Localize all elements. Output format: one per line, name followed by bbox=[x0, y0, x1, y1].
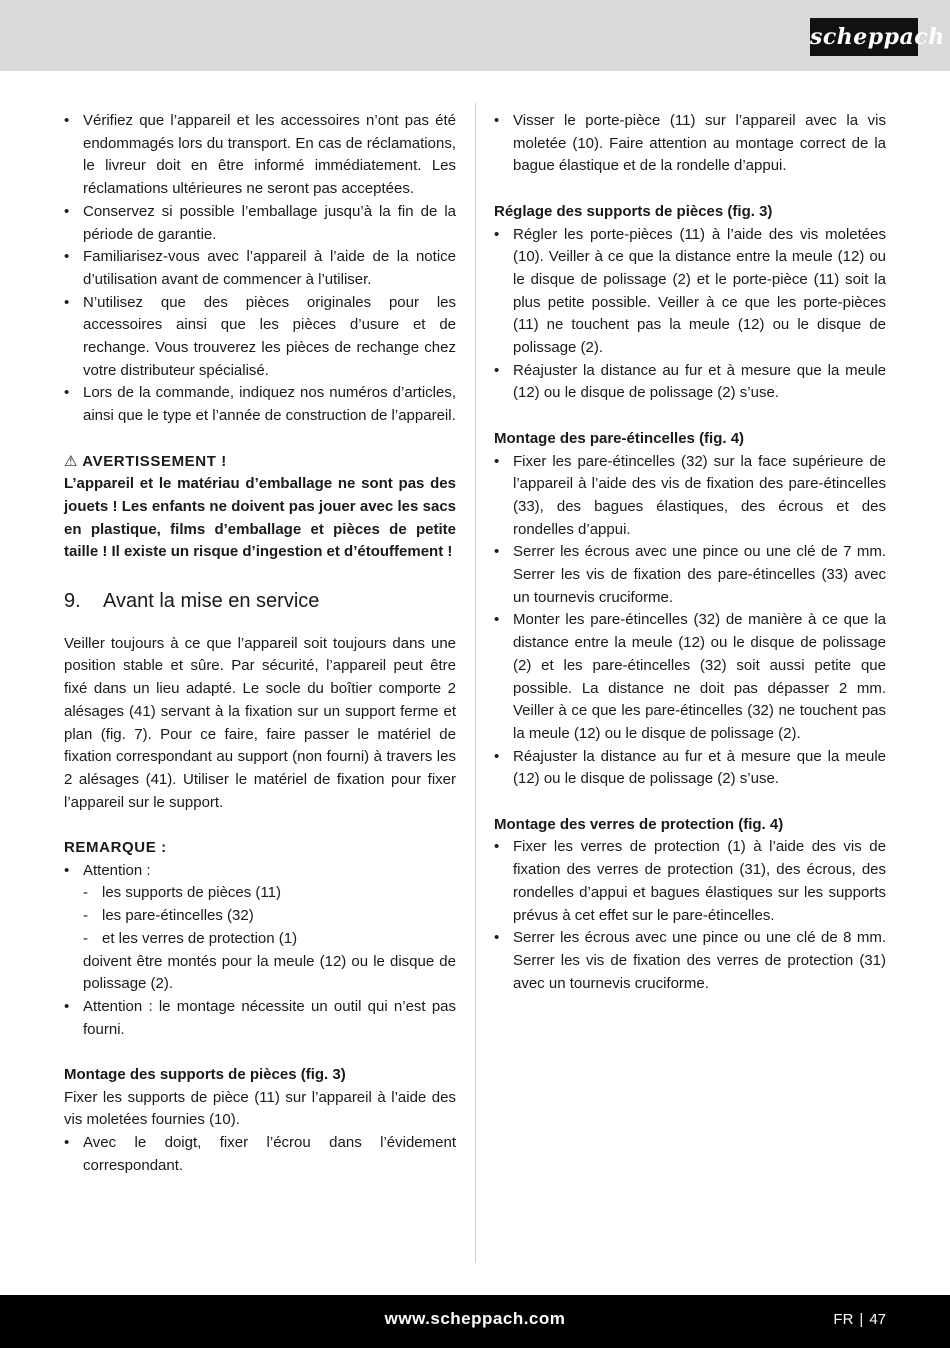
list-item: • Conservez si possible l’emballage jusqu’à la fin de la période de garantie. bbox=[64, 201, 456, 246]
section-paragraph: Veiller toujours à ce que l’appareil soit toujours dans une position stable et sûre. Par sécurité, l’appareil peut être fixé dans un lieu adapté. Le socle du boîtier comporte 2 alésages (41) servant à la fixation sur un support ferme et plan (fig. 7). Pour ce faire, faire passer le matériel de fixation correspondant au support (non fourni) à travers les 2 alésages (41). Utiliser le matériel de fixation pour fixer l’appareil sur le support. bbox=[64, 634, 456, 811]
adjust-heading: Réglage des supports de pièces (fig. 3) bbox=[494, 202, 773, 220]
adjust-list bbox=[494, 224, 886, 406]
spark-heading: Montage des pare-étincelles (fig. 4) bbox=[494, 429, 745, 447]
list-item: • Fixer les verres de protection (1) à l’aide des vis de fixation des verres de protection (31), des écrous, des rondelles d’appui et bagues élastiques sur les supports prévus à cet effet sur le pare-étincelles. bbox=[494, 836, 886, 927]
intro-list bbox=[64, 110, 456, 428]
mounting-supports-paragraph: Fixer les supports de pièce (11) sur l’appareil à l’aide des vis moletées fournies (10). bbox=[64, 1088, 456, 1129]
list-item: • Monter les pare-étincelles (32) de manière à ce que la distance entre la meule (12) ou le disque de polissage (2) et les pare-étincelles (32) soit aussi petite que possible. La distance ne doit pas dépasser 2 mm. Veiller à ce que les pare-étincelles (32) ne touchent pas la meule (12) ou le disque de polissage (2). bbox=[494, 609, 886, 745]
list-item: • Serrer les écrous avec une pince ou une clé de 8 mm. Serrer les vis de fixation des verres de protection (31) avec un tournevis cruciforme. bbox=[494, 927, 886, 995]
language-code: FR bbox=[833, 1311, 854, 1328]
spark-list bbox=[494, 451, 886, 792]
list-item: • Fixer les pare-étincelles (32) sur la face supérieure de l’appareil à l’aide des vis de fixation des pare-étincelles (33), des bagues élastiques, des écrous et des rondelles d’appui. bbox=[494, 451, 886, 542]
remark-trailer: doivent être montés pour la meule (12) ou le disque de polissage (2). bbox=[83, 952, 456, 993]
footer-band bbox=[0, 1295, 950, 1348]
brand-logo: scheppach bbox=[810, 18, 918, 56]
footer-url[interactable]: www.scheppach.com bbox=[384, 1309, 566, 1328]
warning-text: L’appareil et le matériau d’emballage ne sont pas des jouets ! Les enfants ne doivent pas jouer avec les sacs en plastique, films d’emballage et pièces de petite taille ! Il existe un risque d’ingestion et d’étouffement ! bbox=[64, 475, 456, 561]
left-column bbox=[64, 110, 456, 1178]
column-divider bbox=[475, 103, 476, 1263]
header-band bbox=[0, 0, 950, 71]
list-item bbox=[64, 860, 456, 996]
section-heading bbox=[64, 587, 456, 615]
warning-title: AVERTISSEMENT ! bbox=[82, 452, 227, 470]
list-item: • N’utilisez que des pièces originales pour les accessoires ainsi que les pièces d’usure et de rechange. Vous trouverez les pièces de rechange chez votre distributeur spécialisé. bbox=[64, 292, 456, 383]
list-item: • Réajuster la distance au fur et à mesure que la meule (12) ou le disque de polissage (2) s’use. bbox=[494, 746, 886, 791]
glass-list bbox=[494, 836, 886, 995]
remark-heading: REMARQUE : bbox=[64, 839, 167, 857]
mounting-supports-heading: Montage des supports de pièces (fig. 3) bbox=[64, 1066, 346, 1084]
mounting-supports-list bbox=[64, 1132, 456, 1177]
sub-item: - les pare-étincelles (32) bbox=[83, 905, 456, 928]
page-indicator bbox=[833, 1309, 886, 1332]
section-number: 9. bbox=[64, 589, 81, 612]
list-item: • Réajuster la distance au fur et à mesure que la meule (12) ou le disque de polissage (2) s’use. bbox=[494, 360, 886, 405]
glass-heading: Montage des verres de protection (fig. 4) bbox=[494, 815, 784, 833]
sub-item: - et les verres de protection (1) bbox=[83, 928, 456, 951]
remark-list bbox=[64, 860, 456, 1042]
list-item: • Familiarisez-vous avec l’appareil à l’aide de la notice d’utilisation avant de commencer à l’utiliser. bbox=[64, 246, 456, 291]
warning-heading bbox=[64, 451, 456, 474]
warning-icon: ⚠ bbox=[64, 452, 79, 470]
list-item: • Visser le porte-pièce (11) sur l’appareil avec la vis moletée (10). Faire attention au montage correct de la bague élastique et de la rondelle d’appui. bbox=[494, 110, 886, 178]
list-item: • Attention : le montage nécessite un outil qui n’est pas fourni. bbox=[64, 996, 456, 1041]
page-number: 47 bbox=[869, 1311, 886, 1328]
list-item: • Avec le doigt, fixer l’écrou dans l’évidement correspondant. bbox=[64, 1132, 456, 1177]
right-column bbox=[494, 110, 886, 995]
separator: | bbox=[859, 1311, 864, 1328]
attention-label: • Attention : bbox=[83, 861, 151, 879]
sub-item: - les supports de pièces (11) bbox=[83, 882, 456, 905]
list-item: • Serrer les écrous avec une pince ou une clé de 7 mm. Serrer les vis de fixation des pare-étincelles (33) avec un tournevis cruciforme. bbox=[494, 541, 886, 609]
list-item: • Régler les porte-pièces (11) à l’aide des vis moletées (10). Veiller à ce que la distance entre la meule (12) ou le disque de polissage (2) et le porte-pièce (11) soit la plus petite possible. Veiller à ce que les porte-pièces (11) ne touchent pas la meule (12) ou le disque de polissage (2). bbox=[494, 224, 886, 360]
section-title: Avant la mise en service bbox=[103, 589, 320, 612]
top-list bbox=[494, 110, 886, 178]
remark-sublist bbox=[83, 882, 456, 950]
list-item: • Lors de la commande, indiquez nos numéros d’articles, ainsi que le type et l’année de construction de l’appareil. bbox=[64, 382, 456, 427]
list-item: • Vérifiez que l’appareil et les accessoires n’ont pas été endommagés lors du transport. En cas de réclamations, le livreur doit en être informé immédiatement. Les réclamations ultérieures ne seront pas acceptées. bbox=[64, 110, 456, 201]
